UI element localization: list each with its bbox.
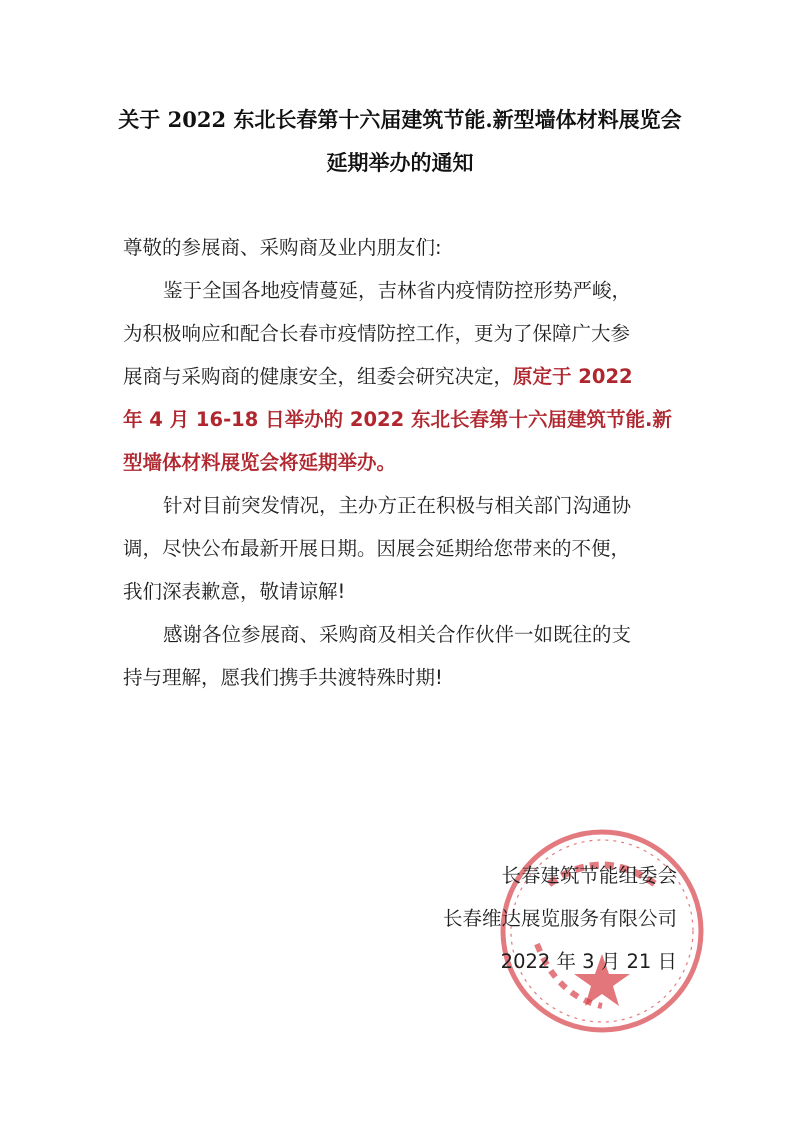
notice-title-line2: 延期举办的通知 (326, 150, 474, 175)
para1-line3-highlight: 原定于 2022 (513, 365, 633, 388)
signature-date: 2022 年 3 月 21 日 (500, 950, 677, 973)
salutation: 尊敬的参展商、采购商及业内朋友们: (123, 236, 442, 259)
para1-line3-normal: 展商与采购商的健康安全，组委会研究决定， (123, 365, 514, 388)
signature-org2: 长春维达展览服务有限公司 (442, 907, 677, 930)
para2-line1: 针对目前突发情况，主办方正在积极与相关部门沟通协 (163, 494, 632, 517)
para2-line2: 调，尽快公布最新开展日期。因展会延期给您带来的不便， (123, 537, 631, 560)
notice-title-line1: 关于 2022 东北长春第十六届建筑节能.新型墙体材料展览会 (118, 107, 682, 132)
para1-line2: 为积极响应和配合长春市疫情防控工作，更为了保障广大参 (123, 322, 631, 345)
para1-line5-highlight: 型墙体材料展览会将延期举办。 (123, 451, 397, 474)
para2-line3: 我们深表歉意，敬请谅解! (123, 580, 346, 603)
signature-org1: 长春建筑节能组委会 (501, 864, 677, 887)
para3-line1: 感谢各位参展商、采购商及相关合作伙伴一如既往的支 (163, 623, 632, 646)
official-seal-icon (497, 826, 707, 1036)
para1-line3 (123, 361, 633, 389)
para1-line1: 鉴于全国各地疫情蔓延，吉林省内疫情防控形势严峻， (163, 279, 632, 302)
para1-line4-highlight: 年 4 月 16-18 日举办的 2022 东北长春第十六届建筑节能.新 (123, 408, 672, 431)
para3-line2: 持与理解，愿我们携手共渡特殊时期! (123, 666, 443, 689)
